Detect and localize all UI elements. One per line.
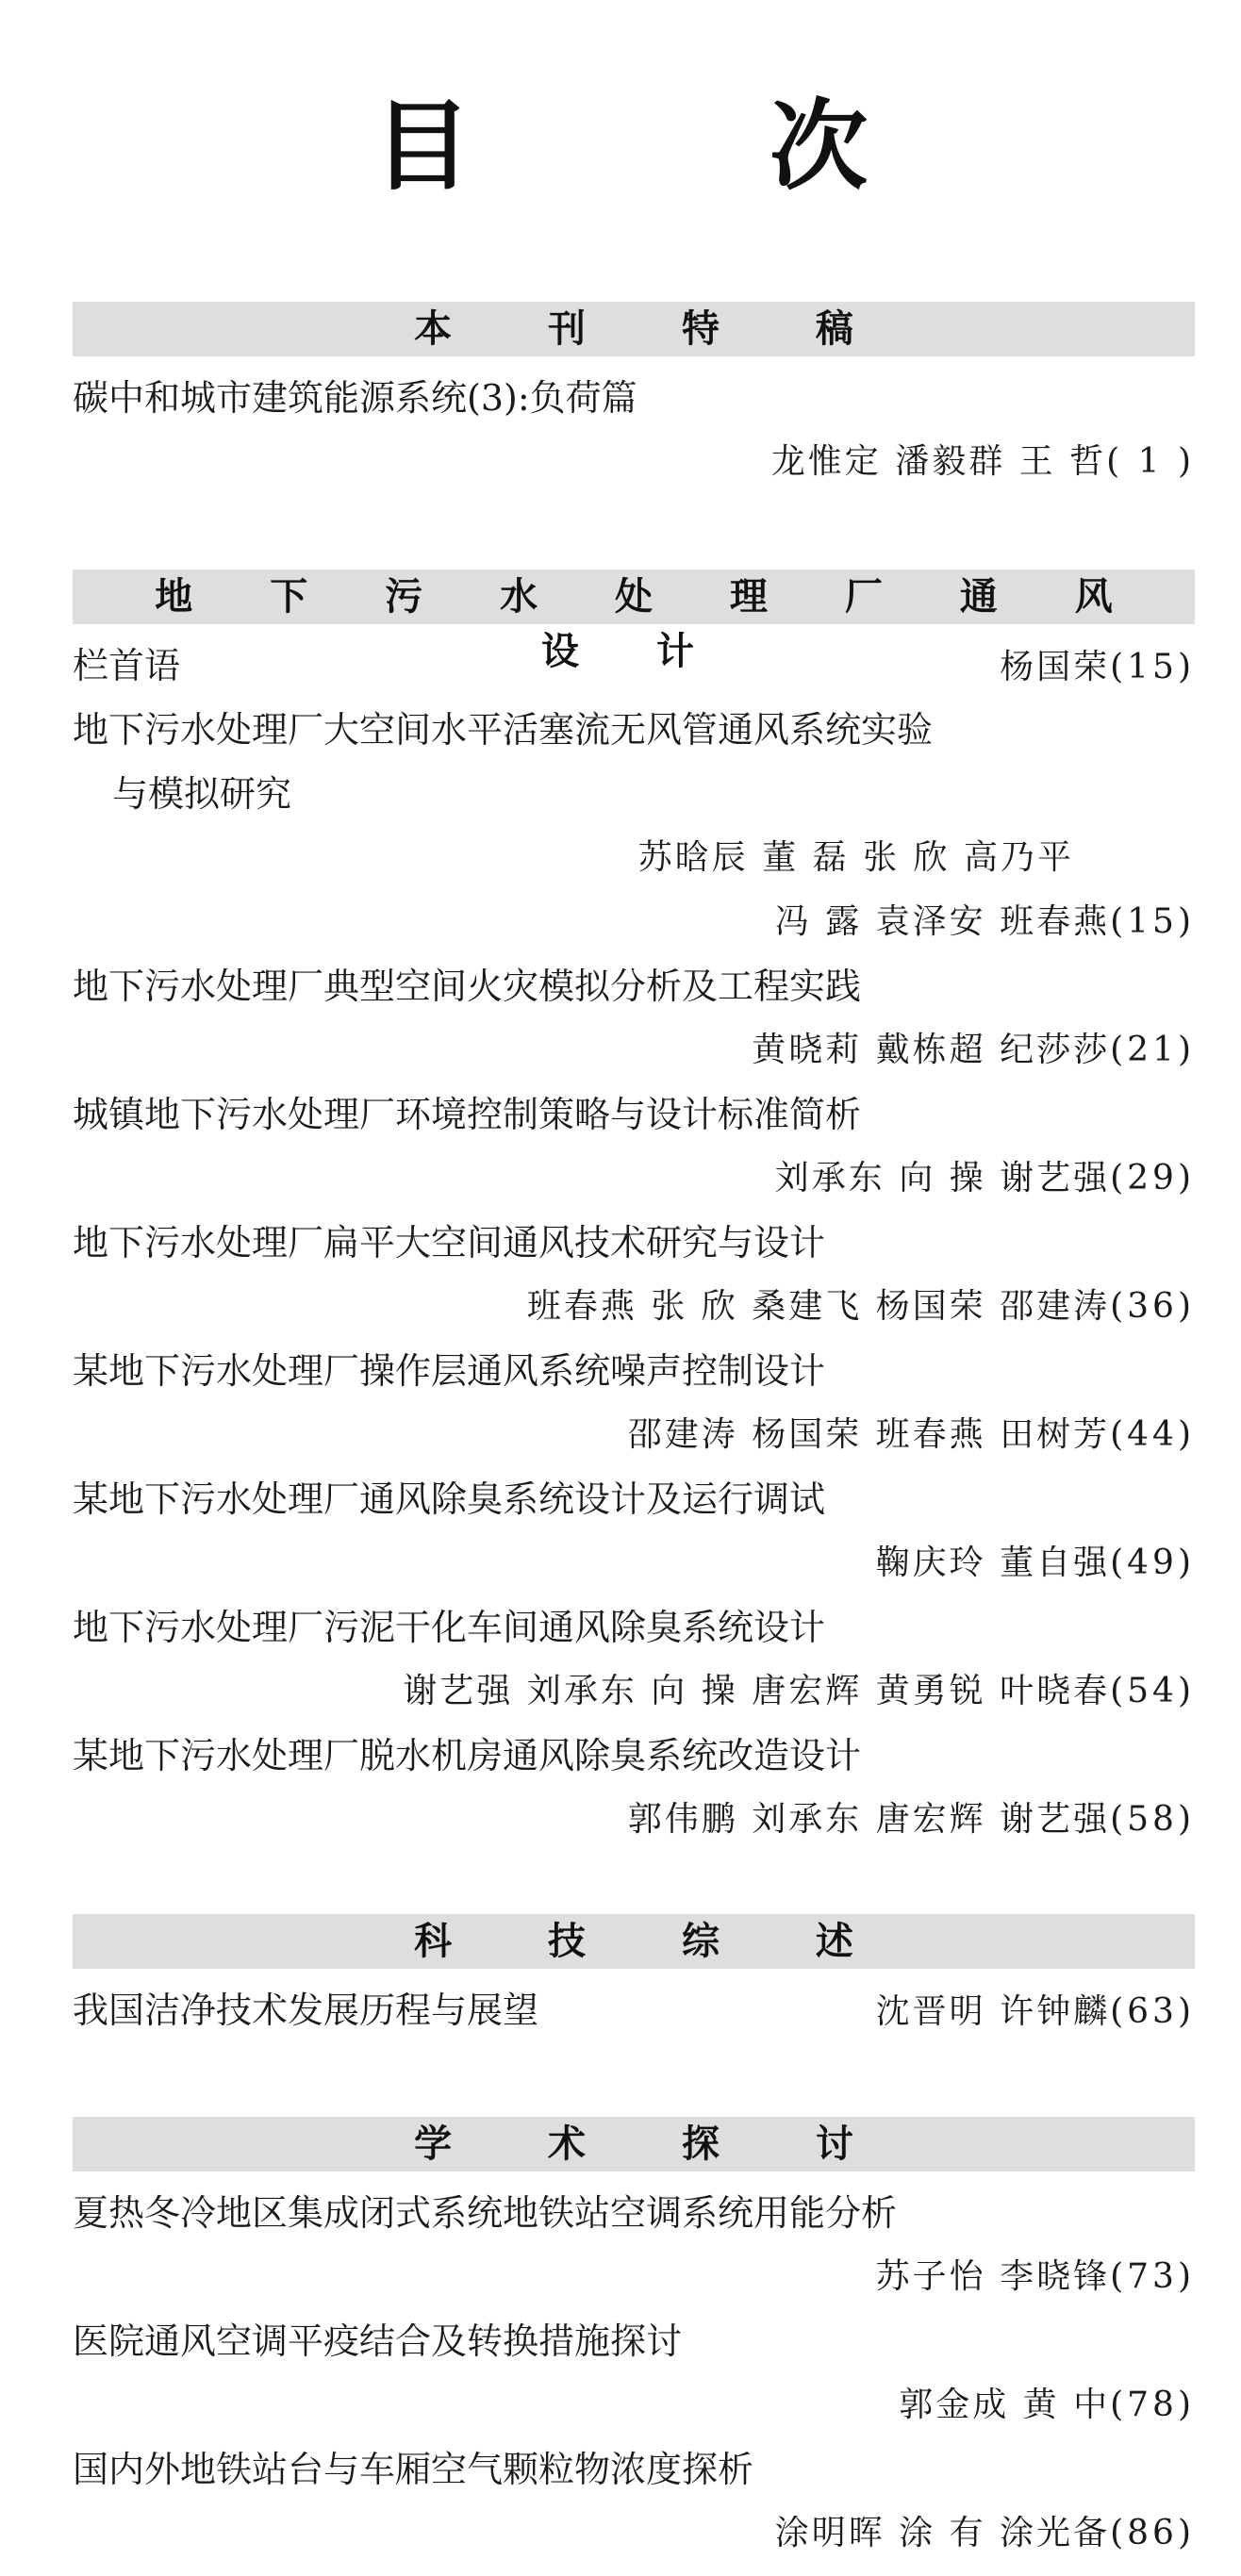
authors: 邵建涛 杨国荣 班春燕 田树芳 — [627, 1415, 1111, 1454]
section-header: 本 刊 特 稿 — [73, 302, 1195, 356]
authors: 刘承东 向 操 谢艺强 — [774, 1159, 1111, 1197]
page-number: (54) — [1110, 1672, 1195, 1710]
author-line — [73, 1275, 1195, 1339]
authors: 杨国荣 — [1000, 648, 1111, 686]
toc-entry[interactable] — [73, 1724, 1195, 1852]
section-header: 地 下 污 水 处 理 厂 通 风 设 计 — [73, 570, 1195, 624]
author-line — [73, 430, 1195, 494]
article-title: 某地下污水处理厂操作层通风系统噪声控制设计 — [73, 1350, 826, 1392]
page-number: (44) — [1110, 1415, 1195, 1454]
toc-entry[interactable] — [73, 954, 1195, 1082]
article-title: 碳中和城市建筑能源系统(3):负荷篇 — [73, 377, 637, 419]
toc-section — [73, 2117, 1195, 2566]
page-number: (58) — [1110, 1800, 1195, 1839]
authors: 龙惟定 潘毅群 王 哲 — [770, 442, 1107, 481]
toc-entry[interactable] — [73, 1082, 1195, 1211]
article-title: 地下污水处理厂典型空间火灾模拟分析及工程实践 — [73, 966, 862, 1007]
toc-section — [73, 570, 1195, 1852]
author-line — [73, 2245, 1195, 2309]
author-line — [73, 1018, 1195, 1082]
authors: 鞠庆玲 董自强 — [875, 1544, 1111, 1582]
author-line — [1000, 636, 1195, 700]
section-header: 学 术 探 讨 — [73, 2117, 1195, 2171]
page-number: (73) — [1110, 2257, 1195, 2296]
author-line — [73, 890, 1195, 954]
toc-entry[interactable] — [73, 2181, 1195, 2309]
toc-entry[interactable] — [73, 1211, 1195, 1339]
toc-entry[interactable] — [73, 1339, 1195, 1467]
article-title: 夏热冬冷地区集成闭式系统地铁站空调系统用能分析 — [73, 2192, 898, 2234]
authors: 郭伟鹏 刘承东 唐宏辉 谢艺强 — [627, 1800, 1111, 1839]
authors: 冯 露 袁泽安 班春燕 — [774, 902, 1111, 941]
author-line — [876, 1980, 1195, 2044]
article-title: 医院通风空调平疫结合及转换措施探讨 — [73, 2320, 683, 2362]
toc-entry[interactable] — [73, 1467, 1195, 1595]
article-title: 我国洁净技术发展历程与展望 — [73, 1990, 539, 2031]
page-number: (78) — [1110, 2386, 1195, 2424]
article-title: 地下污水处理厂大空间水平活塞流无风管通风系统实验 — [73, 709, 934, 751]
page-number: (15) — [1110, 902, 1195, 941]
authors: 郭金成 黄 中 — [899, 2386, 1111, 2424]
page-number: (21) — [1110, 1031, 1195, 1069]
toc-entry[interactable] — [73, 366, 1195, 494]
authors: 谢艺强 刘承东 向 操 唐宏辉 黄勇锐 叶晓春 — [403, 1672, 1111, 1710]
toc-section — [73, 302, 1195, 494]
article-title-continued: 与模拟研究 — [112, 773, 292, 815]
toc-entry[interactable] — [73, 1595, 1195, 1724]
authors: 苏晗辰 董 磊 张 欣 高乃平 — [637, 838, 1074, 877]
authors: 沈晋明 许钟麟 — [875, 1992, 1111, 2031]
author-line — [73, 2502, 1195, 2566]
authors: 涂明晖 涂 有 涂光备 — [774, 2514, 1111, 2552]
author-line — [73, 826, 1195, 890]
toc-entry[interactable] — [73, 2309, 1195, 2437]
page-number: ( 1 ) — [1106, 442, 1195, 481]
toc-section — [73, 1914, 1195, 2042]
article-title: 地下污水处理厂污泥干化车间通风除臭系统设计 — [73, 1607, 826, 1648]
authors: 黄晓莉 戴栋超 纪莎莎 — [752, 1031, 1111, 1069]
article-title: 地下污水处理厂扁平大空间通风技术研究与设计 — [73, 1222, 826, 1263]
page-number: (86) — [1110, 2514, 1195, 2552]
article-title: 某地下污水处理厂通风除臭系统设计及运行调试 — [73, 1478, 826, 1520]
author-line — [73, 2373, 1195, 2437]
author-line — [73, 1403, 1195, 1467]
page-number: (63) — [1110, 1992, 1195, 2031]
authors: 苏子怡 李晓锋 — [875, 2257, 1111, 2296]
article-title: 城镇地下污水处理厂环境控制策略与设计标准简析 — [73, 1094, 862, 1135]
page-number: (49) — [1110, 1544, 1195, 1582]
page-number: (36) — [1110, 1287, 1195, 1326]
toc-entry[interactable] — [73, 1978, 1195, 2042]
authors: 班春燕 张 欣 桑建飞 杨国荣 邵建涛 — [526, 1287, 1111, 1326]
page-number: (29) — [1110, 1159, 1195, 1197]
article-title: 国内外地铁站台与车厢空气颗粒物浓度探析 — [73, 2449, 754, 2490]
article-title: 栏首语 — [73, 645, 181, 686]
author-line — [73, 1660, 1195, 1724]
author-line — [73, 1531, 1195, 1595]
toc-entry[interactable] — [73, 698, 1195, 954]
article-title: 某地下污水处理厂脱水机房通风除臭系统改造设计 — [73, 1735, 862, 1776]
section-header: 科 技 综 述 — [73, 1914, 1195, 1969]
author-line — [73, 1788, 1195, 1852]
toc-entry[interactable] — [73, 2437, 1195, 2566]
author-line — [73, 1147, 1195, 1211]
page-number: (15) — [1110, 648, 1195, 686]
page-title: 目 次 — [372, 89, 1001, 204]
